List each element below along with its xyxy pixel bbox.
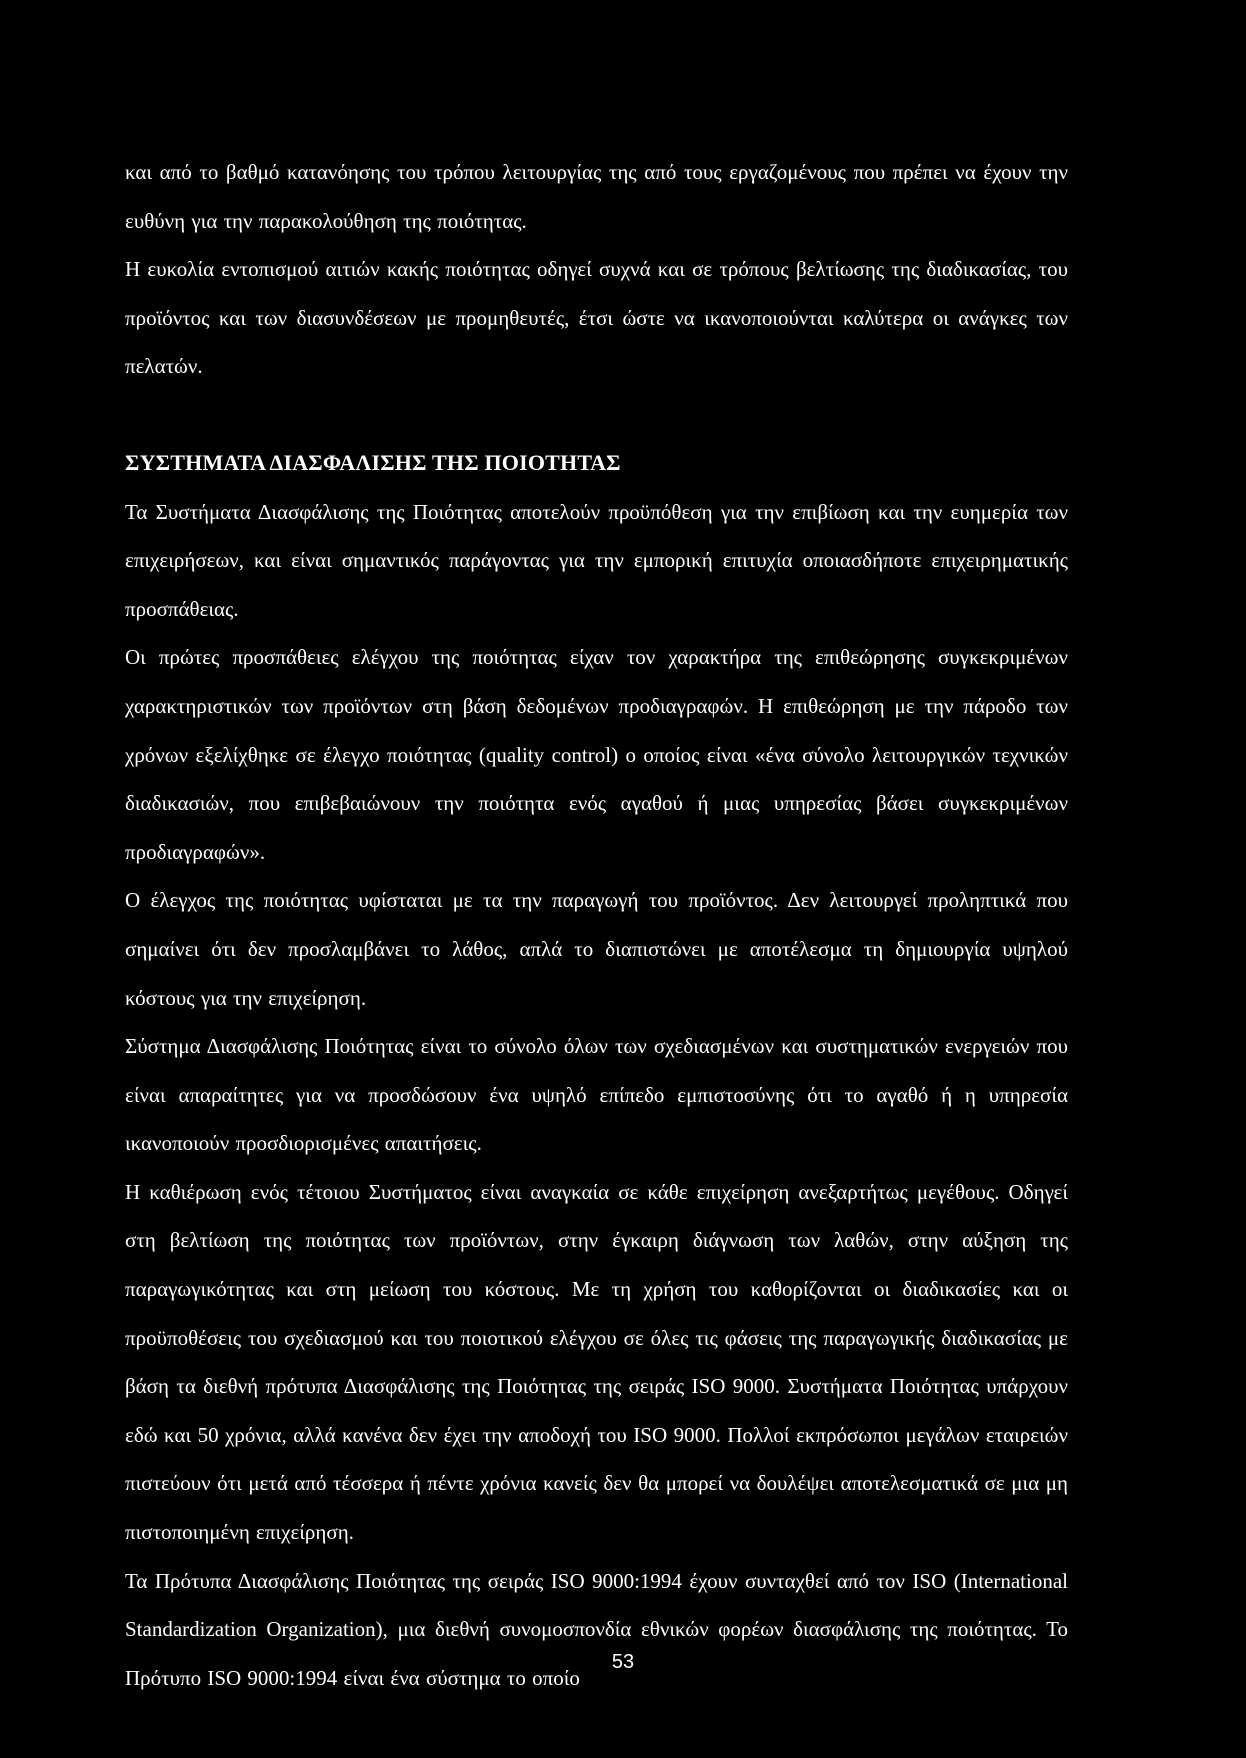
paragraph-iso-standards: Τα Πρότυπα Διασφάλισης Ποιότητας της σειράς ISO 9000:1994 έχουν συνταχθεί από τον ISO (International Standardization Organization), μια διεθνή συνομοσπονδία εθνικών φορέων διασφάλισης της ποιότητας. Το Πρότυπο ISO 9000:1994 είναι ένα σύστημα το οποίο	[125, 1568, 1068, 1690]
page-number: 53	[611, 1651, 635, 1673]
paragraph-qa-systems-intro: Τα Συστήματα Διασφάλισης της Ποιότητας αποτελούν προϋπόθεση για την επιβίωση και την ευημερία των επιχειρήσεων, και είναι σημαντικός παράγοντας για την εμπορική επιτυχία οποιασδήποτε επιχειρηματικής προσπάθειας.	[125, 499, 1068, 621]
section-heading: ΣΥΣΤΗΜΑΤΑ ΔΙΑΣΦΑΛΙΣΗΣ ΤΗΣ ΠΟΙΟΤΗΤΑΣ	[125, 449, 621, 475]
paragraph-first-attempts: Οι πρώτες προσπάθειες ελέγχου της ποιότητας είχαν τον χαρακτήρα της επιθεώρησης συγκεκριμένων χαρακτηριστικών των προϊόντων στη βάση δεδομένων προδιαγραφών. Η επιθεώρηση με την πάροδο των χρόνων εξελίχθηκε σε έλεγχο ποιότητας (quality control) ο οποίος είναι «ένα σύνολο λειτουργικών τεχνικών διαδικασιών, που επιβεβαιώνουν την ποιότητα ενός αγαθού ή μιας υπηρεσίας βάσει συγκεκριμένων προδιαγραφών».	[125, 645, 1068, 864]
paragraph-quality-control: Ο έλεγχος της ποιότητας υφίσταται με τα την παραγωγή του προϊόντος. Δεν λειτουργεί προληπτικά που σημαίνει ότι δεν προσλαμβάνει το λάθος, απλά το διαπιστώνει με αποτέλεσμα τη δημιουργία υψηλού κόστους για την επιχείρηση.	[125, 888, 1068, 1010]
paragraph-continuation: και από το βαθμό κατανόησης του τρόπου λειτουργίας της από τους εργαζομένους που πρέπει να έχουν την ευθύνη για την παρακολούθηση της ποιότητας.	[125, 160, 1068, 233]
paragraph-qa-definition: Σύστημα Διασφάλισης Ποιότητας είναι το σύνολο όλων των σχεδιασμένων και συστηματικών ενεργειών που είναι απαραίτητες για να προσδώσουν ένα υψηλό επίπεδο εμπιστοσύνης ότι το αγαθό ή η υπηρεσία ικανοποιούν προσδιορισμένες απαιτήσεις.	[125, 1034, 1068, 1156]
text-column	[125, 148, 1068, 1702]
paragraph-establishment: Η καθιέρωση ενός τέτοιου Συστήματος είναι αναγκαία σε κάθε επιχείρηση ανεξαρτήτως μεγέθους. Οδηγεί στη βελτίωση της ποιότητας των προϊόντων, στην έγκαιρη διάγνωση των λαθών, στην αύξηση της παραγωγικότητας και στη μείωση του κόστους. Με τη χρήση του καθορίζονται οι διαδικασίες και οι προϋποθέσεις του σχεδιασμού και του ποιοτικού ελέγχου σε όλες τις φάσεις της παραγωγικής διαδικασίας με βάση τα διεθνή πρότυπα Διασφάλισης της Ποιότητας της σειράς ISO 9000. Συστήματα Ποιότητας υπάρχουν εδώ και 50 χρόνια, αλλά κανένα δεν έχει την αποδοχή του ISO 9000. Πολλοί εκπρόσωποι μεγάλων εταιρειών πιστεύουν ότι μετά από τέσσερα ή πέντε χρόνια κανείς δεν θα μπορεί να δουλέψει αποτελεσματικά σε μια μη πιστοποιημένη επιχείρηση.	[125, 1179, 1068, 1545]
paragraph-root-cause: Η ευκολία εντοπισμού αιτιών κακής ποιότητας οδηγεί συχνά και σε τρόπους βελτίωσης της διαδικασίας, του προϊόντος και των διασυνδέσεων με προμηθευτές, έτσι ώστε να ικανοποιούνται καλύτερα οι ανάγκες των πελατών.	[125, 257, 1068, 379]
